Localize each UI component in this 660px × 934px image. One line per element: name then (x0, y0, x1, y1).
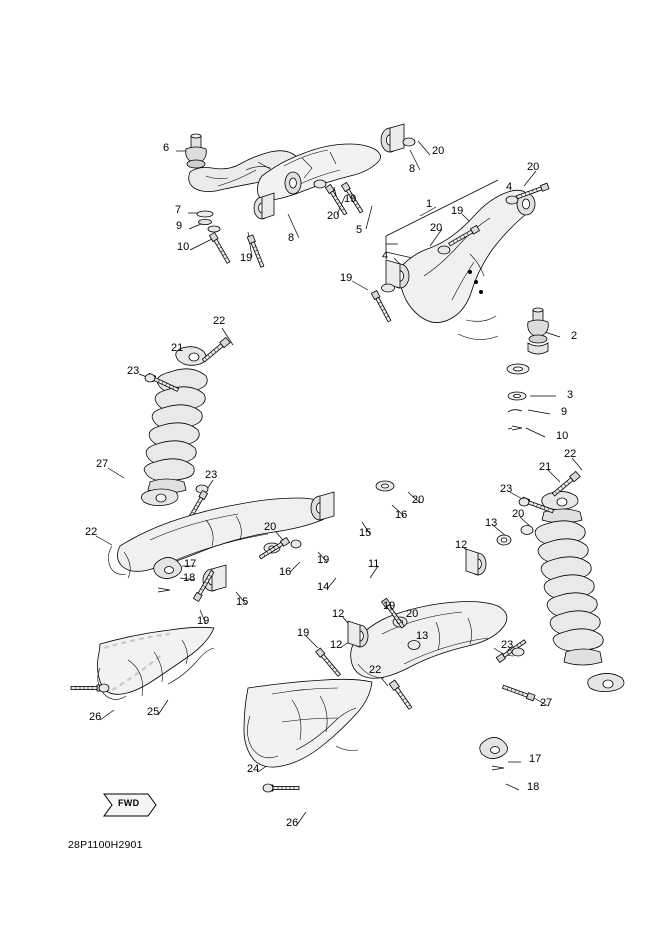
callout-18-b: 18 (527, 781, 540, 793)
callout-8-a: 8 (409, 163, 416, 175)
callout-9-b: 9 (561, 406, 568, 418)
callout-23-d: 23 (501, 639, 514, 651)
callout-1: 1 (426, 198, 433, 210)
callout-20-g: 20 (264, 521, 277, 533)
callout-22-d: 22 (369, 664, 382, 676)
callout-17-b: 17 (529, 753, 542, 765)
callout-25: 25 (147, 706, 160, 718)
callout-12-a: 12 (455, 539, 468, 551)
callout-4-a: 4 (506, 181, 513, 193)
callout-21-b: 21 (539, 461, 552, 473)
callout-16-b: 16 (279, 566, 292, 578)
callout-19-b: 19 (344, 193, 357, 205)
callout-20-c: 20 (327, 210, 340, 222)
callout-26-b: 26 (286, 817, 299, 829)
callout-7: 7 (175, 204, 182, 216)
callout-22-b: 22 (564, 448, 577, 460)
callout-15-b: 15 (236, 596, 249, 608)
callout-19-f: 19 (383, 600, 396, 612)
callout-10-b: 10 (556, 430, 569, 442)
callout-20-h: 20 (406, 608, 419, 620)
callout-16-a: 16 (395, 509, 408, 521)
callout-12-c: 12 (330, 639, 343, 651)
callout-20-d: 20 (430, 222, 443, 234)
callout-23-b: 23 (205, 469, 218, 481)
callout-19-d: 19 (340, 272, 353, 284)
catalog-code: 28P1100H2901 (68, 839, 143, 851)
callout-21-a: 21 (171, 342, 184, 354)
fwd-arrow-label: FWD (118, 798, 140, 808)
callout-2: 2 (571, 330, 578, 342)
callout-13-a: 13 (485, 517, 498, 529)
callout-4-b: 4 (382, 250, 389, 262)
callout-20-f: 20 (512, 508, 525, 520)
callout-18-a: 18 (183, 572, 196, 584)
callout-26-a: 26 (89, 711, 102, 723)
callout-12-b: 12 (332, 608, 345, 620)
callout-19-g: 19 (197, 615, 210, 627)
callout-22-c: 22 (85, 526, 98, 538)
callout-13-b: 13 (416, 630, 429, 642)
callout-10-a: 10 (177, 241, 190, 253)
callout-23-c: 23 (500, 483, 513, 495)
callout-5: 5 (356, 224, 363, 236)
callout-19-h: 19 (297, 627, 310, 639)
callout-8-b: 8 (288, 232, 295, 244)
callout-19-c: 19 (240, 252, 253, 264)
callout-20-b: 20 (527, 161, 540, 173)
callout-9-a: 9 (176, 220, 183, 232)
callout-11: 11 (368, 558, 380, 570)
callout-24: 24 (247, 763, 260, 775)
callout-22-a: 22 (213, 315, 226, 327)
callout-3: 3 (567, 389, 574, 401)
callout-15-a: 15 (359, 527, 372, 539)
callout-6: 6 (163, 142, 170, 154)
callout-20-e: 20 (412, 494, 425, 506)
callout-19-a: 19 (451, 205, 464, 217)
callout-27-a: 27 (96, 458, 109, 470)
callout-23-a: 23 (127, 365, 140, 377)
callout-20-a: 20 (432, 145, 445, 157)
callout-17-a: 17 (184, 558, 197, 570)
callout-19-e: 19 (317, 554, 330, 566)
callout-27-b: 27 (540, 697, 553, 709)
callout-14: 14 (317, 581, 330, 593)
